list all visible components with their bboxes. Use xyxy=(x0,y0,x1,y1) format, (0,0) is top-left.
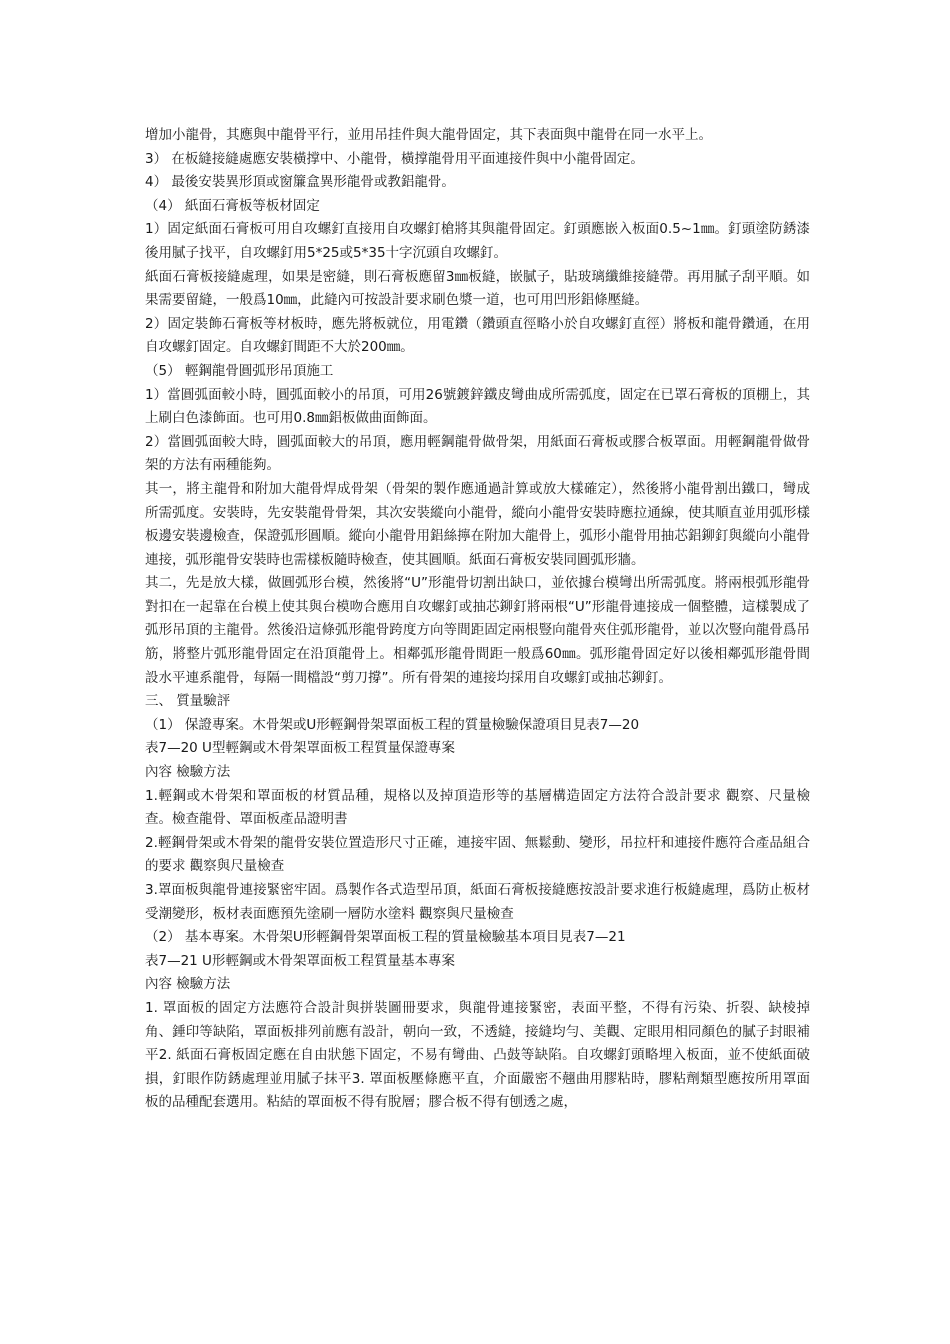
paragraph: （2） 基本專案。木骨架U形輕鋼骨架罩面板工程的質量檢驗基本項目見表7—21 xyxy=(145,929,626,946)
table-row: 3.罩面板與龍骨連接緊密牢固。爲製作各式造型吊頂，紙面石膏板接縫應按設計要求進行板縫處理，爲防止板材受潮變形，板材表面應預先塗刷一層防水塗料 觀察與尺量檢查 xyxy=(145,882,810,922)
paragraph: 增加小龍骨，其應與中龍骨平行，並用吊挂件與大龍骨固定，其下表面與中龍骨在同一水平上。 xyxy=(145,127,712,143)
paragraph: 其一，將主龍骨和附加大龍骨焊成骨架（骨架的製作應通過計算或放大樣確定），然後將小龍骨割出鐵口，彎成所需弧度。安裝時，先安裝龍骨骨架，其次安裝縱向小龍骨，縱向小龍骨安裝時應拉通線，使其順直並用弧形樣板邊安裝邊檢查，保證弧形圓順。縱向小龍骨用鋁絲擰在附加大龍骨上，弧形小龍骨用抽芯鋁鉚釘與縱向小龍骨連接，弧形龍骨安裝時也需樣板隨時檢查，使其圓順。紙面石膏板安裝同圓弧形牆。 xyxy=(145,480,810,568)
paragraph: 1）當圓弧面較小時，圓弧面較小的吊頂，可用26號鍍鋅鐵皮彎曲成所需弧度，固定在已罩石膏板的頂棚上，其上刷白色漆飾面。也可用0.8㎜鋁板做曲面飾面。 xyxy=(145,386,810,427)
section-heading: 三、 質量驗評 xyxy=(145,693,231,710)
table-row: 1.輕鋼或木骨架和罩面板的材質品種，規格以及掉頂造形等的基層構造固定方法符合設計要求 觀察、尺量檢查。檢查龍骨、罩面板產品證明書 xyxy=(145,787,810,828)
table-row: 1. 罩面板的固定方法應符合設計與拼裝圖冊要求，與龍骨連接緊密，表面平整，不得有污染、折裂、缺棱掉角、錘印等缺陷，罩面板排列前應有設計，朝向一致，不透縫，接縫均勻、美觀、定眼用相同顏色的膩子封眼補平2. 紙面石膏板固定應在自由狀態下固定，不易有彎曲、凸鼓等缺陷。自攻螺釘頭略埋入板面，並不使紙面破損，釘眼作防銹處理並用膩子抹平3. 罩面板壓條應平直，介面嚴密不翹曲用膠粘時，膠粘劑類型應按所用罩面板的品種配套選用。粘結的罩面板不得有脫層；膠合板不得有刨透之處， xyxy=(145,999,810,1111)
table-row: 2.輕鋼骨架或木骨架的龍骨安裝位置造形尺寸正確，連接牢固、無鬆動、變形，吊拉杆和連接件應符合產品組合的要求 觀察與尺量檢查 xyxy=(145,834,810,875)
table-title: 表7—20 U型輕鋼或木骨架罩面板工程質量保證專案 xyxy=(145,740,455,757)
paragraph: 紙面石膏板接縫處理，如果是密縫，則石膏板應留3㎜板縫，嵌膩子，貼玻璃纖維接縫帶。再用膩子刮平順。如果需要留縫，一般爲10㎜，此縫內可按設計要求刷色漿一道，也可用凹形鋁條壓縫。 xyxy=(145,268,810,309)
table-title: 表7—21 U形輕鋼或木骨架罩面板工程質量基本專案 xyxy=(145,952,455,969)
table-header: 內容 檢驗方法 xyxy=(145,976,231,993)
paragraph: 其二，先是放大樣，做圓弧形台模，然後將“U”形龍骨切割出缺口，並依據台模彎出所需弧度。將兩根弧形龍骨對扣在一起靠在台模上使其與台模吻合應用自攻螺釘或抽芯鉚釘將兩根“U”形龍骨連接成一個整體，這樣製成了弧形吊頂的主龍骨。然後沿這條弧形龍骨跨度方向等間距固定兩根豎向龍骨夾住弧形龍骨，並以次豎向龍骨爲吊筋，將整片弧形龍骨固定在沿頂龍骨上。相鄰弧形龍骨間距一般爲60㎜。弧形龍骨固定好以後相鄰弧形龍骨間設水平連系龍骨，每隔一間檔設“剪刀撐”。所有骨架的連接均採用自攻螺釘或抽芯鉚釘。 xyxy=(145,575,810,686)
table-header: 內容 檢驗方法 xyxy=(145,764,231,781)
paragraph: 2）當圓弧面較大時，圓弧面較大的吊頂，應用輕鋼龍骨做骨架，用紙面石膏板或膠合板罩面。用輕鋼龍骨做骨架的方法有兩種能夠。 xyxy=(145,433,810,474)
paragraph: 3） 在板縫接縫處應安裝橫撑中、小龍骨，橫撑龍骨用平面連接件與中小龍骨固定。 xyxy=(145,150,644,167)
paragraph: （1） 保證專案。木骨架或U形輕鋼骨架罩面板工程的質量檢驗保證項目見表7—20 xyxy=(145,716,640,733)
document-body xyxy=(145,124,810,1115)
section-heading: （4） 紙面石膏板等板材固定 xyxy=(145,197,320,214)
section-heading: （5） 輕鋼龍骨圓弧形吊頂施工 xyxy=(145,362,334,379)
paragraph: 2）固定裝飾石膏板等材板時，應先將板就位，用電鑽（鑽頭直徑略小於自攻螺釘直徑）將板和龍骨鑽通，在用自攻螺釘固定。自攻螺釘間距不大於200㎜。 xyxy=(145,315,810,356)
paragraph: 4） 最後安裝異形頂或窗簾盒異形龍骨或教鋁龍骨。 xyxy=(145,174,455,191)
paragraph: 1）固定紙面石膏板可用自攻螺釘直接用自攻螺釘槍將其與龍骨固定。釘頭應嵌入板面0.5~1㎜。釘頭塗防銹漆後用膩子找平，自攻螺釘用5*25或5*35十字沉頭自攻螺釘。 xyxy=(145,221,810,261)
